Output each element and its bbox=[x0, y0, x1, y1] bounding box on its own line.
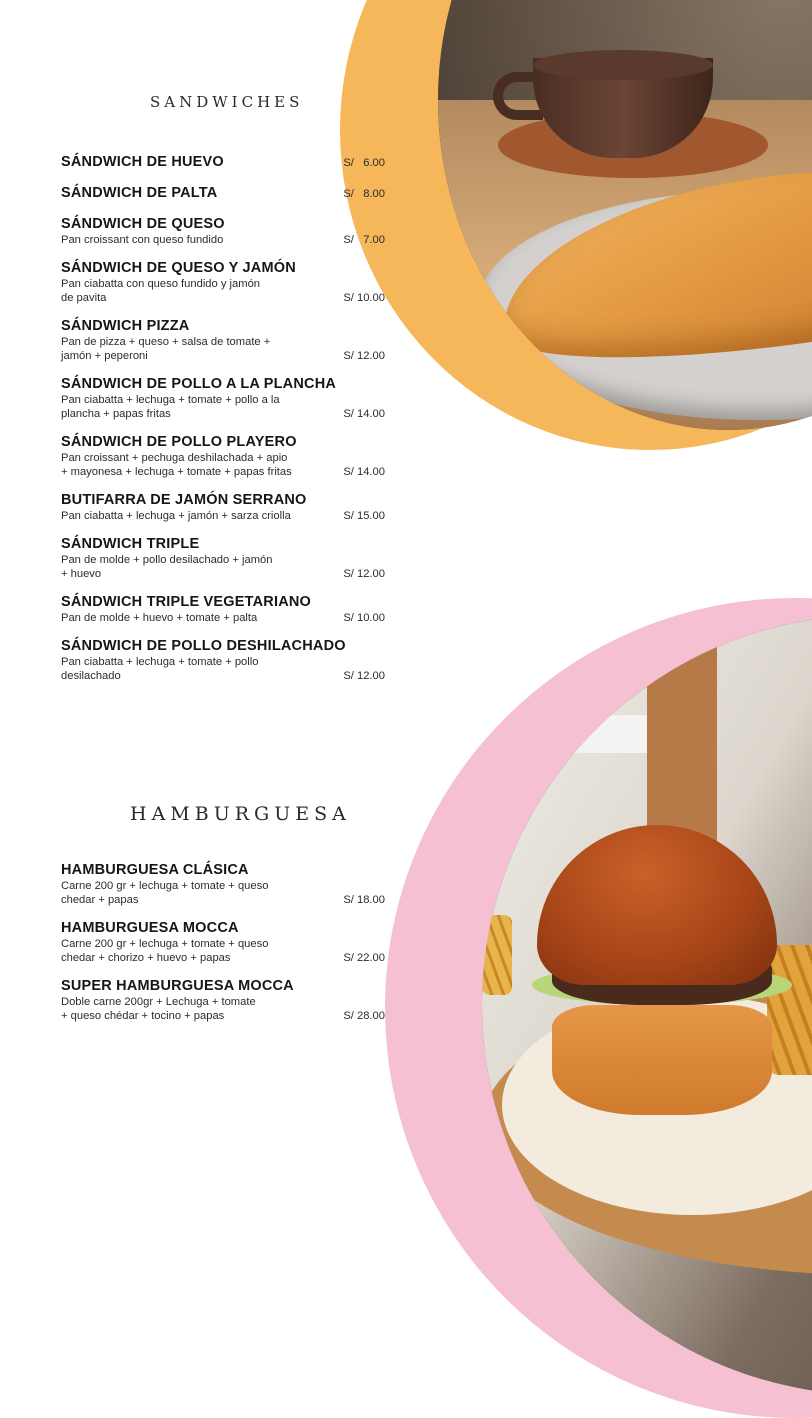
menu-item bbox=[61, 491, 385, 523]
item-name: SÁNDWICH DE QUESO bbox=[61, 216, 225, 232]
menu-item bbox=[61, 637, 385, 683]
item-description: Pan de molde + huevo + tomate + palta bbox=[61, 612, 258, 624]
item-name: SÁNDWICH TRIPLE VEGETARIANO bbox=[61, 594, 312, 610]
item-description: Carne 200 gr + lechuga + tomate + queso chedar + chorizo + huevo + papas bbox=[61, 938, 269, 964]
menu-item bbox=[61, 215, 385, 247]
menu-item bbox=[61, 433, 385, 479]
item-price: S/ 28.00 bbox=[343, 1010, 385, 1022]
item-description: Pan croissant con queso fundido bbox=[61, 234, 224, 246]
menu-item bbox=[61, 317, 385, 363]
item-description: Pan ciabatta + lechuga + jamón + sarza criolla bbox=[61, 510, 291, 522]
menu-item bbox=[61, 977, 385, 1023]
item-name: SÁNDWICH DE POLLO PLAYERO bbox=[61, 434, 297, 450]
menu-item bbox=[61, 593, 385, 625]
item-name: HAMBURGUESA CLÁSICA bbox=[61, 862, 249, 878]
item-name: SÁNDWICH DE POLLO A LA PLANCHA bbox=[61, 376, 337, 392]
item-price: S/ 10.00 bbox=[343, 612, 385, 624]
item-name: SÁNDWICH DE QUESO Y JAMÓN bbox=[61, 260, 296, 276]
menu-item bbox=[61, 259, 385, 305]
item-description: Carne 200 gr + lechuga + tomate + queso chedar + papas bbox=[61, 880, 269, 906]
burger-menu-list bbox=[61, 861, 385, 1023]
menu-item bbox=[61, 375, 385, 421]
item-description: Pan de pizza + queso + salsa de tomate + jamón + peperoni bbox=[61, 336, 271, 362]
croissant-coffee-photo bbox=[438, 0, 812, 430]
item-name: SÁNDWICH DE HUEVO bbox=[61, 154, 224, 170]
item-price: S/ 12.00 bbox=[343, 568, 385, 580]
item-price: S/ 7.00 bbox=[343, 234, 385, 246]
menu-item bbox=[61, 153, 385, 171]
item-name: SÁNDWICH PIZZA bbox=[61, 318, 190, 334]
item-price: S/ 22.00 bbox=[343, 952, 385, 964]
item-price: S/ 12.00 bbox=[343, 670, 385, 682]
item-price: S/ 15.00 bbox=[343, 510, 385, 522]
item-name: SÁNDWICH DE PALTA bbox=[61, 185, 218, 201]
item-description: Pan croissant + pechuga deshilachada + apio + mayonesa + lechuga + tomate + papas fritas bbox=[61, 452, 292, 478]
menu-item bbox=[61, 919, 385, 965]
item-description: Pan ciabatta + lechuga + tomate + pollo desilachado bbox=[61, 656, 259, 682]
item-name: BUTIFARRA DE JAMÓN SERRANO bbox=[61, 492, 307, 508]
item-price: S/ 8.00 bbox=[343, 188, 385, 200]
item-price: S/ 18.00 bbox=[343, 894, 385, 906]
item-price: S/ 10.00 bbox=[343, 292, 385, 304]
burger-photo bbox=[482, 615, 812, 1395]
item-description: Pan ciabatta + lechuga + tomate + pollo a la plancha + papas fritas bbox=[61, 394, 280, 420]
menu-item bbox=[61, 535, 385, 581]
item-name: SÁNDWICH TRIPLE bbox=[61, 536, 200, 552]
item-name: SUPER HAMBURGUESA MOCCA bbox=[61, 978, 294, 994]
menu-item bbox=[61, 861, 385, 907]
item-price: S/ 12.00 bbox=[343, 350, 385, 362]
item-name: HAMBURGUESA MOCCA bbox=[61, 920, 239, 936]
menu-item bbox=[61, 184, 385, 202]
item-description: Pan ciabatta con queso fundido y jamón de pavita bbox=[61, 278, 261, 304]
section-title-hamburguesa: HAMBURGUESA bbox=[130, 803, 351, 825]
item-description: Pan de molde + pollo desilachado + jamón + huevo bbox=[61, 554, 273, 580]
item-price: S/ 14.00 bbox=[343, 466, 385, 478]
item-description: Doble carne 200gr + Lechuga + tomate + queso chédar + tocino + papas bbox=[61, 996, 256, 1022]
sandwich-menu-list bbox=[61, 153, 385, 683]
section-title-sandwiches: SANDWICHES bbox=[150, 93, 304, 111]
item-name: SÁNDWICH DE POLLO DESHILACHADO bbox=[61, 638, 346, 654]
item-price: S/ 6.00 bbox=[343, 157, 385, 169]
item-price: S/ 14.00 bbox=[343, 408, 385, 420]
